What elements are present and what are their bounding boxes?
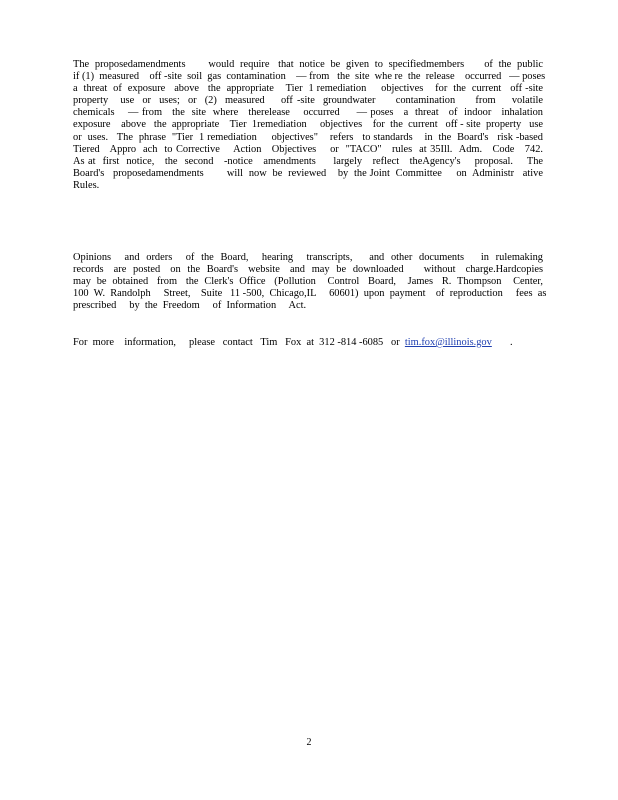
email-link[interactable]: tim.fox@illinois.gov bbox=[404, 337, 492, 348]
paragraph-line: may be obtained from the Clerk's Office (Pollution Control Board, James R. Thompson Center, bbox=[73, 276, 543, 288]
paragraph-line: The proposedamendments would require that notice be given to specifiedmembers of the public bbox=[73, 59, 543, 70]
contact-line bbox=[73, 337, 543, 349]
paragraph-line: Tiered Appro ach to Corrective Action Objectives or "TACO" rules at 35Ill. Adm. Code 742. bbox=[73, 143, 543, 155]
paragraph-line: property use or uses; or (2) measured off -site groundwater contamination from volatile bbox=[73, 95, 543, 107]
paragraph-line: prescribed by the Freedom of Information Act. bbox=[73, 300, 307, 312]
paragraph-line: Rules. bbox=[73, 179, 100, 191]
paragraph-line: a threat of exposure above the appropriate Tier 1 remediation objectives for the current off -site bbox=[73, 83, 543, 95]
paragraph-line: or uses. The phrase "Tier 1 remediation objectives" refers to standards in the Board's risk -based bbox=[73, 131, 543, 143]
contact-paragraph bbox=[73, 337, 543, 349]
paragraph-line: if (1) measured off -site soil gas contamination — from the site whe re the release occurred — poses bbox=[73, 71, 546, 83]
paragraph-line: chemicals — from the site where therelease occurred — poses a threat of indoor inhalation bbox=[73, 107, 543, 119]
paragraph-line: exposure above the appropriate Tier 1remediation objectives for the current off - site property use bbox=[73, 119, 543, 131]
paragraph-line: Board's proposedamendments will now be reviewed by the Joint Committee on Administr ative bbox=[73, 167, 543, 179]
notice-paragraph bbox=[73, 59, 546, 192]
paragraph-line: As at first notice, the second -notice amendments largely reflect theAgency's proposal. The bbox=[73, 155, 543, 167]
paragraph-line: Opinions and orders of the Board, hearing transcripts, and other documents in rulemaking bbox=[73, 252, 543, 263]
paragraph-line: records are posted on the Board's website and may be downloaded without charge.Hardcopies bbox=[73, 264, 543, 276]
records-paragraph bbox=[73, 252, 547, 312]
paragraph-line: 100 W. Randolph Street, Suite 11 -500, Chicago,IL 60601) upon payment of reproduction fees as bbox=[73, 288, 547, 300]
contact-suffix: . bbox=[491, 337, 513, 348]
page-number: 2 bbox=[306, 737, 312, 748]
contact-prefix: For more information, please contact Tim Fox at 312 -814 -6085 or bbox=[73, 337, 405, 348]
